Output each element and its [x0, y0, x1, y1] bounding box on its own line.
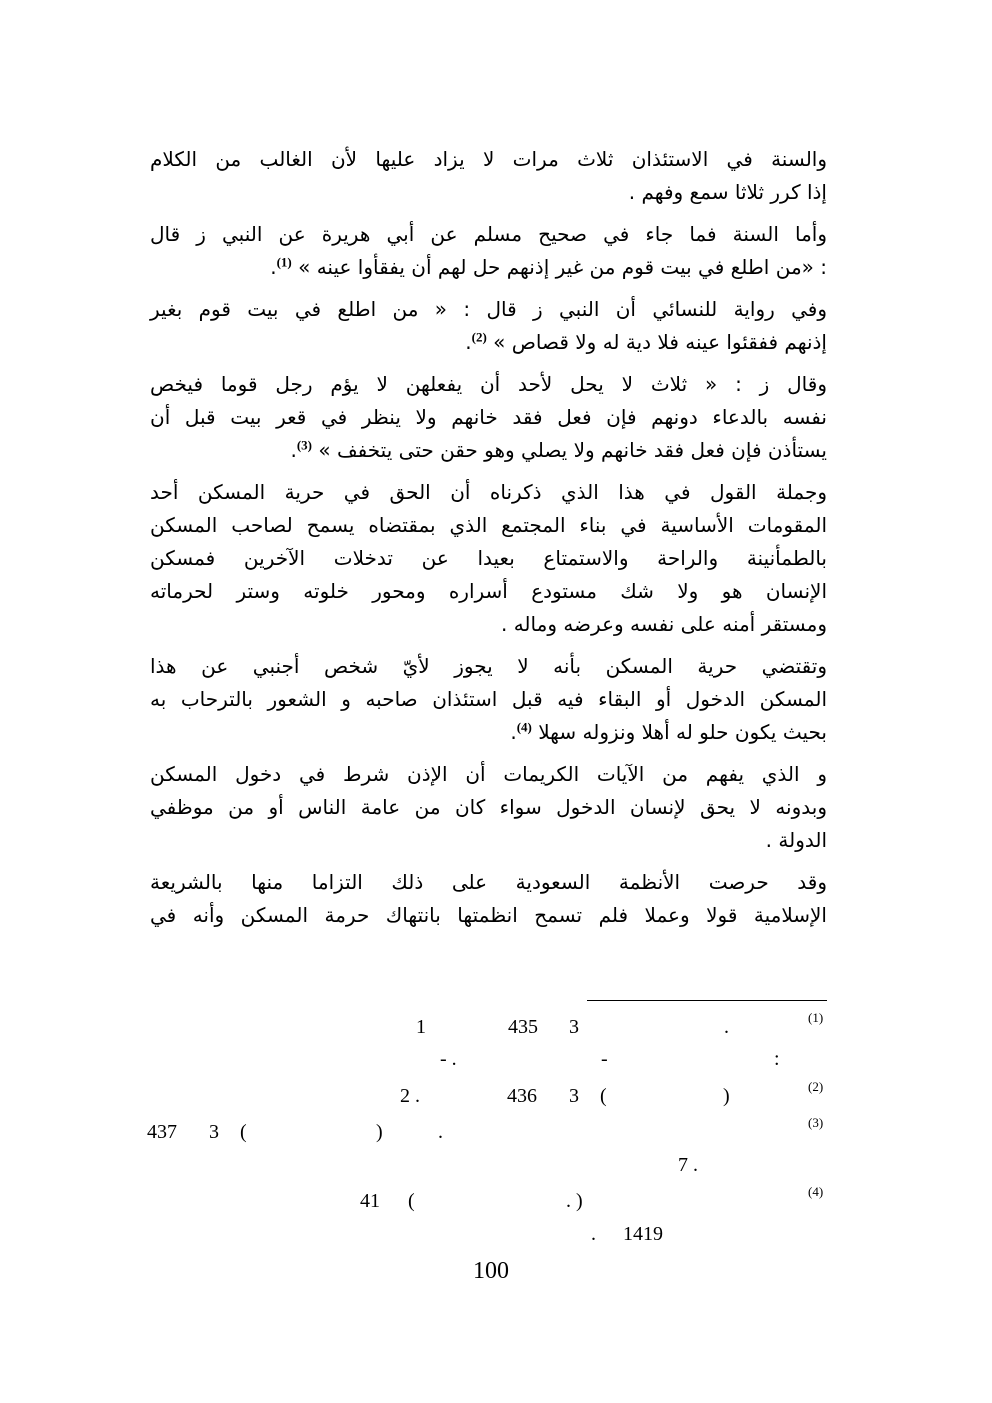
footnote-text: .	[438, 1121, 443, 1143]
footnote-number: (1)	[808, 1010, 824, 1025]
text-line: إذنهم ففقئوا عينه فلا دية له ولا قصاص » $^{(2)}$.	[465, 329, 827, 354]
footnote-text: (	[408, 1190, 415, 1212]
text-line: وقال ز : « ثلاث لا يحل لأحد أن يفعلهن لا يؤم رجل قوما فيخص	[150, 372, 827, 396]
footnote-number: (4)	[808, 1184, 824, 1199]
text-line: والسنة في الاستئذان ثلاث مرات لا يزاد عليها لأن الغالب من الكلام	[150, 147, 827, 171]
footnote-text: 3	[569, 1016, 579, 1038]
text-line: المسكن الدخول أو البقاء فيه قبل استئذان صاحبه و الشعور بالترحاب به	[150, 687, 827, 711]
footnote-text: .	[591, 1223, 596, 1245]
footnote-number: (3)	[808, 1115, 824, 1130]
text-line: الإنسان هو ولا شك مستودع أسراره ومحور خلوته وستر لحرماته	[150, 579, 827, 603]
footnote-marker: (4)	[516, 719, 532, 735]
text-line: يستأذن فإن فعل فقد خانهم ولا يصلي وهو حقن حتى يتخفف » $^{(3)}$.	[290, 437, 827, 462]
footnote-text: (	[600, 1085, 607, 1107]
footnote-marker: (3)	[296, 437, 312, 453]
sentence-end: .	[510, 720, 517, 744]
footnote-text: 41	[360, 1190, 380, 1212]
sentence-end: .	[465, 330, 472, 354]
footnote-text: .	[724, 1016, 729, 1038]
footnote-text: 437	[147, 1121, 177, 1143]
footnote-text: 435	[508, 1016, 538, 1038]
footnote-text: :	[774, 1048, 780, 1070]
footnote-text: 436	[507, 1085, 537, 1107]
text-line: وجملة القول في هذا الذي ذكرناه أن الحق في حرية المسكن أحد	[150, 480, 827, 504]
footnote-text: 3	[569, 1085, 579, 1107]
footnote-text: 3	[209, 1121, 219, 1143]
footnote-text: 2 .	[400, 1085, 420, 1107]
footnote-text: - .	[440, 1048, 457, 1070]
text-line: نفسه بالدعاء دونهم فإن فعل فقد خانهم ولا ينظر في قعر بيت قبل أن	[150, 405, 827, 429]
text-line: وتقتضي حرية المسكن بأنه لا يجوز لأيّ شخص أجنبي عن هذا	[150, 654, 827, 678]
footnote-text: 1	[416, 1016, 426, 1038]
footnote-text: 1419	[623, 1223, 663, 1245]
footnote-text: 7 .	[678, 1154, 698, 1176]
text-line: : «من اطلع في بيت قوم من غير إذنهم حل لهم أن يفقأوا عينه » $^{(1)}$.	[270, 254, 827, 279]
text-line: وقد حرصت الأنظمة السعودية على ذلك التزاما منها بالشريعة	[150, 870, 827, 894]
text-line: بحيث يكون حلو له أهلا ونزوله سهلا $^{(4)}$.	[510, 719, 827, 744]
text-line: و الذي يفهم من الآيات الكريمات أن الإذن شرط في دخول المسكن	[150, 762, 827, 786]
text-line: وفي رواية للنسائي أن النبي ز قال : « من اطلع في بيت قوم بغير	[150, 297, 827, 321]
text-line: وبدونه لا يحق لإنسان الدخول سواء كان من عامة الناس أو من موظفي	[150, 795, 827, 819]
text-line: المقومات الأساسية في بناء المجتمع الذي بمقتضاه يسمح لصاحب المسكن	[150, 513, 827, 537]
page-number: 100	[473, 1258, 509, 1284]
text-line: إذا كرر ثلاثا سمع وفهم .	[628, 180, 827, 204]
footnote-text: )	[723, 1085, 730, 1107]
footnote-text: )	[376, 1121, 383, 1143]
footnote-text: . )	[566, 1190, 583, 1212]
text-line: وأما السنة فما جاء في صحيح مسلم عن أبي هريرة عن النبي ز قال	[150, 222, 827, 246]
footnote-marker: (1)	[276, 254, 292, 270]
text-line: الدولة .	[765, 828, 827, 852]
footnote-text: (	[240, 1121, 247, 1143]
text-line: الإسلامية قولا وعملا فلم تسمح انظمتها بانتهاك حرمة المسكن وأنه في	[150, 903, 827, 927]
text-line: ومستقر أمنه على نفسه وعرضه وماله .	[500, 612, 827, 636]
sentence-end: .	[270, 255, 277, 279]
footnote-marker: (2)	[471, 329, 487, 345]
sentence-end: .	[290, 438, 297, 462]
footnote-text: -	[601, 1048, 608, 1070]
footnote-number: (2)	[808, 1079, 824, 1094]
text-line: بالطمأنينة والراحة والاستمتاع بعيدا عن تدخلات الآخرين فمسكن	[150, 546, 827, 570]
